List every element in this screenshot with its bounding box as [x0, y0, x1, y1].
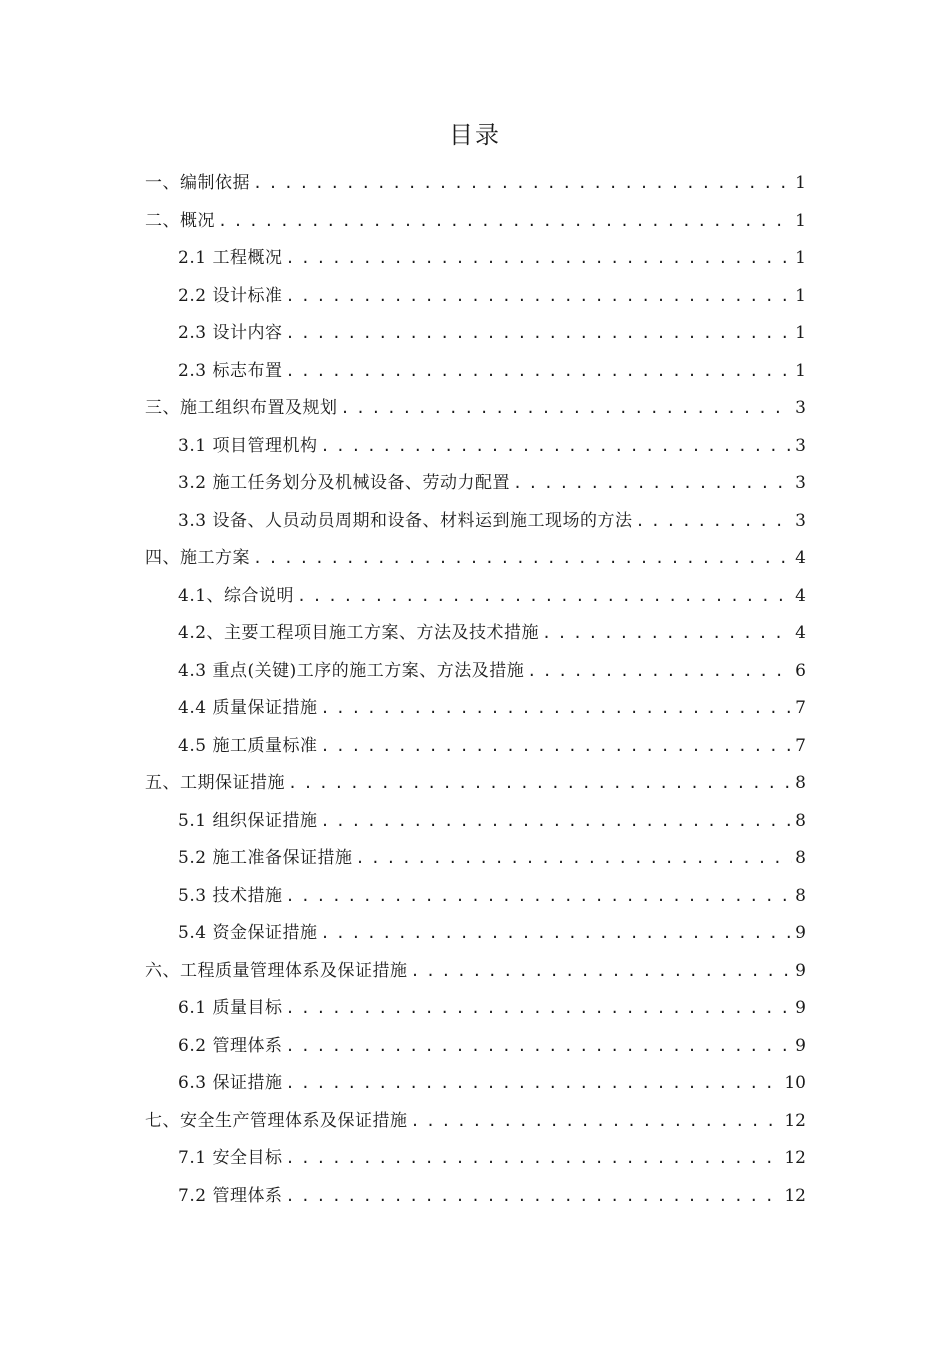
toc-leader-dots [355, 840, 792, 878]
toc-entry[interactable] [145, 1140, 806, 1178]
toc-leader-dots [411, 1103, 782, 1141]
toc-entry[interactable] [145, 165, 806, 203]
toc-entry[interactable] [145, 878, 806, 916]
toc-entry-label: 2.2 设计标准 [178, 285, 283, 306]
toc-entry-label: 一、编制依据 [145, 173, 250, 193]
toc-entry-label: 2.1 工程概况 [178, 248, 283, 268]
toc-page-number: 4 [795, 585, 806, 606]
toc-entry[interactable] [145, 390, 806, 428]
toc-leader-dots [341, 390, 793, 428]
toc-entry-label: 四、施工方案 [145, 548, 250, 568]
toc-entry-label: 七、安全生产管理体系及保证措施 [145, 1110, 408, 1131]
toc-entry-label: 4.5 施工质量标准 [178, 735, 318, 756]
toc-entry-label: 6.3 保证措施 [178, 1073, 283, 1093]
toc-page-number: 4 [795, 548, 806, 568]
toc-page-number: 9 [795, 1035, 806, 1056]
toc-page-number: 6 [795, 660, 806, 681]
toc-leader-dots [320, 728, 792, 766]
toc-entry-label: 4.3 重点(关键)工序的施工方案、方法及措施 [178, 660, 525, 681]
toc-entry[interactable] [145, 315, 806, 353]
toc-entry-label: 3.2 施工任务划分及机械设备、劳动力配置 [178, 473, 510, 493]
toc-page-number: 8 [795, 848, 806, 868]
toc-entry-label: 2.3 设计内容 [178, 323, 283, 343]
toc-page-number: 3 [795, 510, 806, 531]
toc-leader-dots [320, 690, 792, 728]
toc-entry[interactable] [145, 503, 806, 541]
toc-entry[interactable] [145, 615, 806, 653]
toc-entry-label: 六、工程质量管理体系及保证措施 [145, 960, 408, 981]
toc-page-number: 12 [784, 1110, 806, 1131]
toc-entry[interactable] [145, 1028, 806, 1066]
toc-entry-label: 5.2 施工准备保证措施 [178, 848, 353, 868]
toc-page-number: 1 [795, 360, 806, 381]
toc-entry[interactable] [145, 353, 806, 391]
toc-entry-label: 5.3 技术措施 [178, 885, 283, 906]
toc-leader-dots [285, 878, 792, 916]
toc-page-number: 1 [795, 210, 806, 231]
toc-entry[interactable] [145, 803, 806, 841]
toc-leader-dots [542, 615, 792, 653]
toc-page-number: 9 [795, 998, 806, 1018]
toc-page-number: 12 [784, 1148, 806, 1168]
toc-page-number: 4 [795, 623, 806, 643]
toc-leader-dots [320, 915, 792, 953]
toc-leader-dots [285, 315, 792, 353]
toc-leader-dots [285, 990, 792, 1028]
toc-leader-dots [218, 203, 792, 241]
toc-entry[interactable] [145, 653, 806, 691]
toc-leader-dots [285, 353, 792, 391]
toc-entry[interactable] [145, 953, 806, 991]
toc-entry-label: 3.3 设备、人员动员周期和设备、材料运到施工现场的方法 [178, 510, 633, 531]
toc-entry[interactable] [145, 728, 806, 766]
toc-leader-dots [320, 803, 792, 841]
toc-leader-dots [411, 953, 793, 991]
toc-page-number: 3 [795, 435, 806, 456]
toc-entry-label: 4.2、主要工程项目施工方案、方法及技术措施 [178, 623, 540, 643]
toc-leader-dots [635, 503, 792, 541]
toc-page-number: 3 [795, 473, 806, 493]
toc-page-number: 8 [795, 885, 806, 906]
toc-page-number: 3 [795, 398, 806, 418]
toc-entry-label: 5.1 组织保证措施 [178, 810, 318, 831]
toc-leader-dots [320, 428, 792, 466]
toc-entry-label: 三、施工组织布置及规划 [145, 398, 338, 418]
table-of-contents [145, 165, 806, 1215]
toc-page-number: 9 [795, 960, 806, 981]
toc-entry[interactable] [145, 428, 806, 466]
toc-page-number: 7 [795, 698, 806, 718]
toc-entry-label: 7.1 安全目标 [178, 1148, 283, 1168]
toc-page-number: 7 [795, 735, 806, 756]
toc-leader-dots [285, 1028, 792, 1066]
toc-leader-dots [513, 465, 792, 503]
toc-entry[interactable] [145, 578, 806, 616]
toc-entry-label: 7.2 管理体系 [178, 1185, 283, 1206]
toc-leader-dots [288, 765, 792, 803]
toc-page-number: 1 [795, 248, 806, 268]
toc-leader-dots [285, 278, 792, 316]
toc-entry[interactable] [145, 240, 806, 278]
toc-entry-label: 2.3 标志布置 [178, 360, 283, 381]
toc-entry-label: 4.1、综合说明 [178, 585, 295, 606]
toc-leader-dots [253, 165, 792, 203]
toc-entry[interactable] [145, 840, 806, 878]
toc-leader-dots [297, 578, 792, 616]
toc-leader-dots [253, 540, 792, 578]
toc-entry-label: 二、概况 [145, 210, 215, 231]
toc-entry[interactable] [145, 540, 806, 578]
toc-page-number: 1 [795, 173, 806, 193]
toc-page-number: 12 [784, 1185, 806, 1206]
toc-entry[interactable] [145, 465, 806, 503]
toc-entry[interactable] [145, 1178, 806, 1216]
toc-page-number: 9 [795, 923, 806, 943]
toc-entry[interactable] [145, 203, 806, 241]
toc-entry[interactable] [145, 1065, 806, 1103]
toc-entry[interactable] [145, 1103, 806, 1141]
toc-entry-label: 4.4 质量保证措施 [178, 698, 318, 718]
page-title: 目录 [449, 121, 501, 149]
toc-entry-label: 5.4 资金保证措施 [178, 923, 318, 943]
toc-leader-dots [285, 240, 792, 278]
toc-leader-dots [285, 1140, 781, 1178]
toc-entry-label: 6.1 质量目标 [178, 998, 283, 1018]
toc-entry[interactable] [145, 915, 806, 953]
toc-entry-label: 3.1 项目管理机构 [178, 435, 318, 456]
toc-entry-label: 6.2 管理体系 [178, 1035, 283, 1056]
toc-entry-label: 五、工期保证措施 [145, 773, 285, 793]
toc-entry[interactable] [145, 278, 806, 316]
toc-leader-dots [285, 1178, 781, 1216]
toc-page-number: 10 [784, 1073, 806, 1093]
toc-page-number: 8 [795, 773, 806, 793]
toc-page-number: 1 [795, 323, 806, 343]
toc-entry[interactable] [145, 765, 806, 803]
toc-entry[interactable] [145, 990, 806, 1028]
toc-page-number: 1 [795, 285, 806, 306]
toc-page-number: 8 [795, 810, 806, 831]
toc-leader-dots [527, 653, 792, 691]
toc-entry[interactable] [145, 690, 806, 728]
toc-leader-dots [285, 1065, 781, 1103]
